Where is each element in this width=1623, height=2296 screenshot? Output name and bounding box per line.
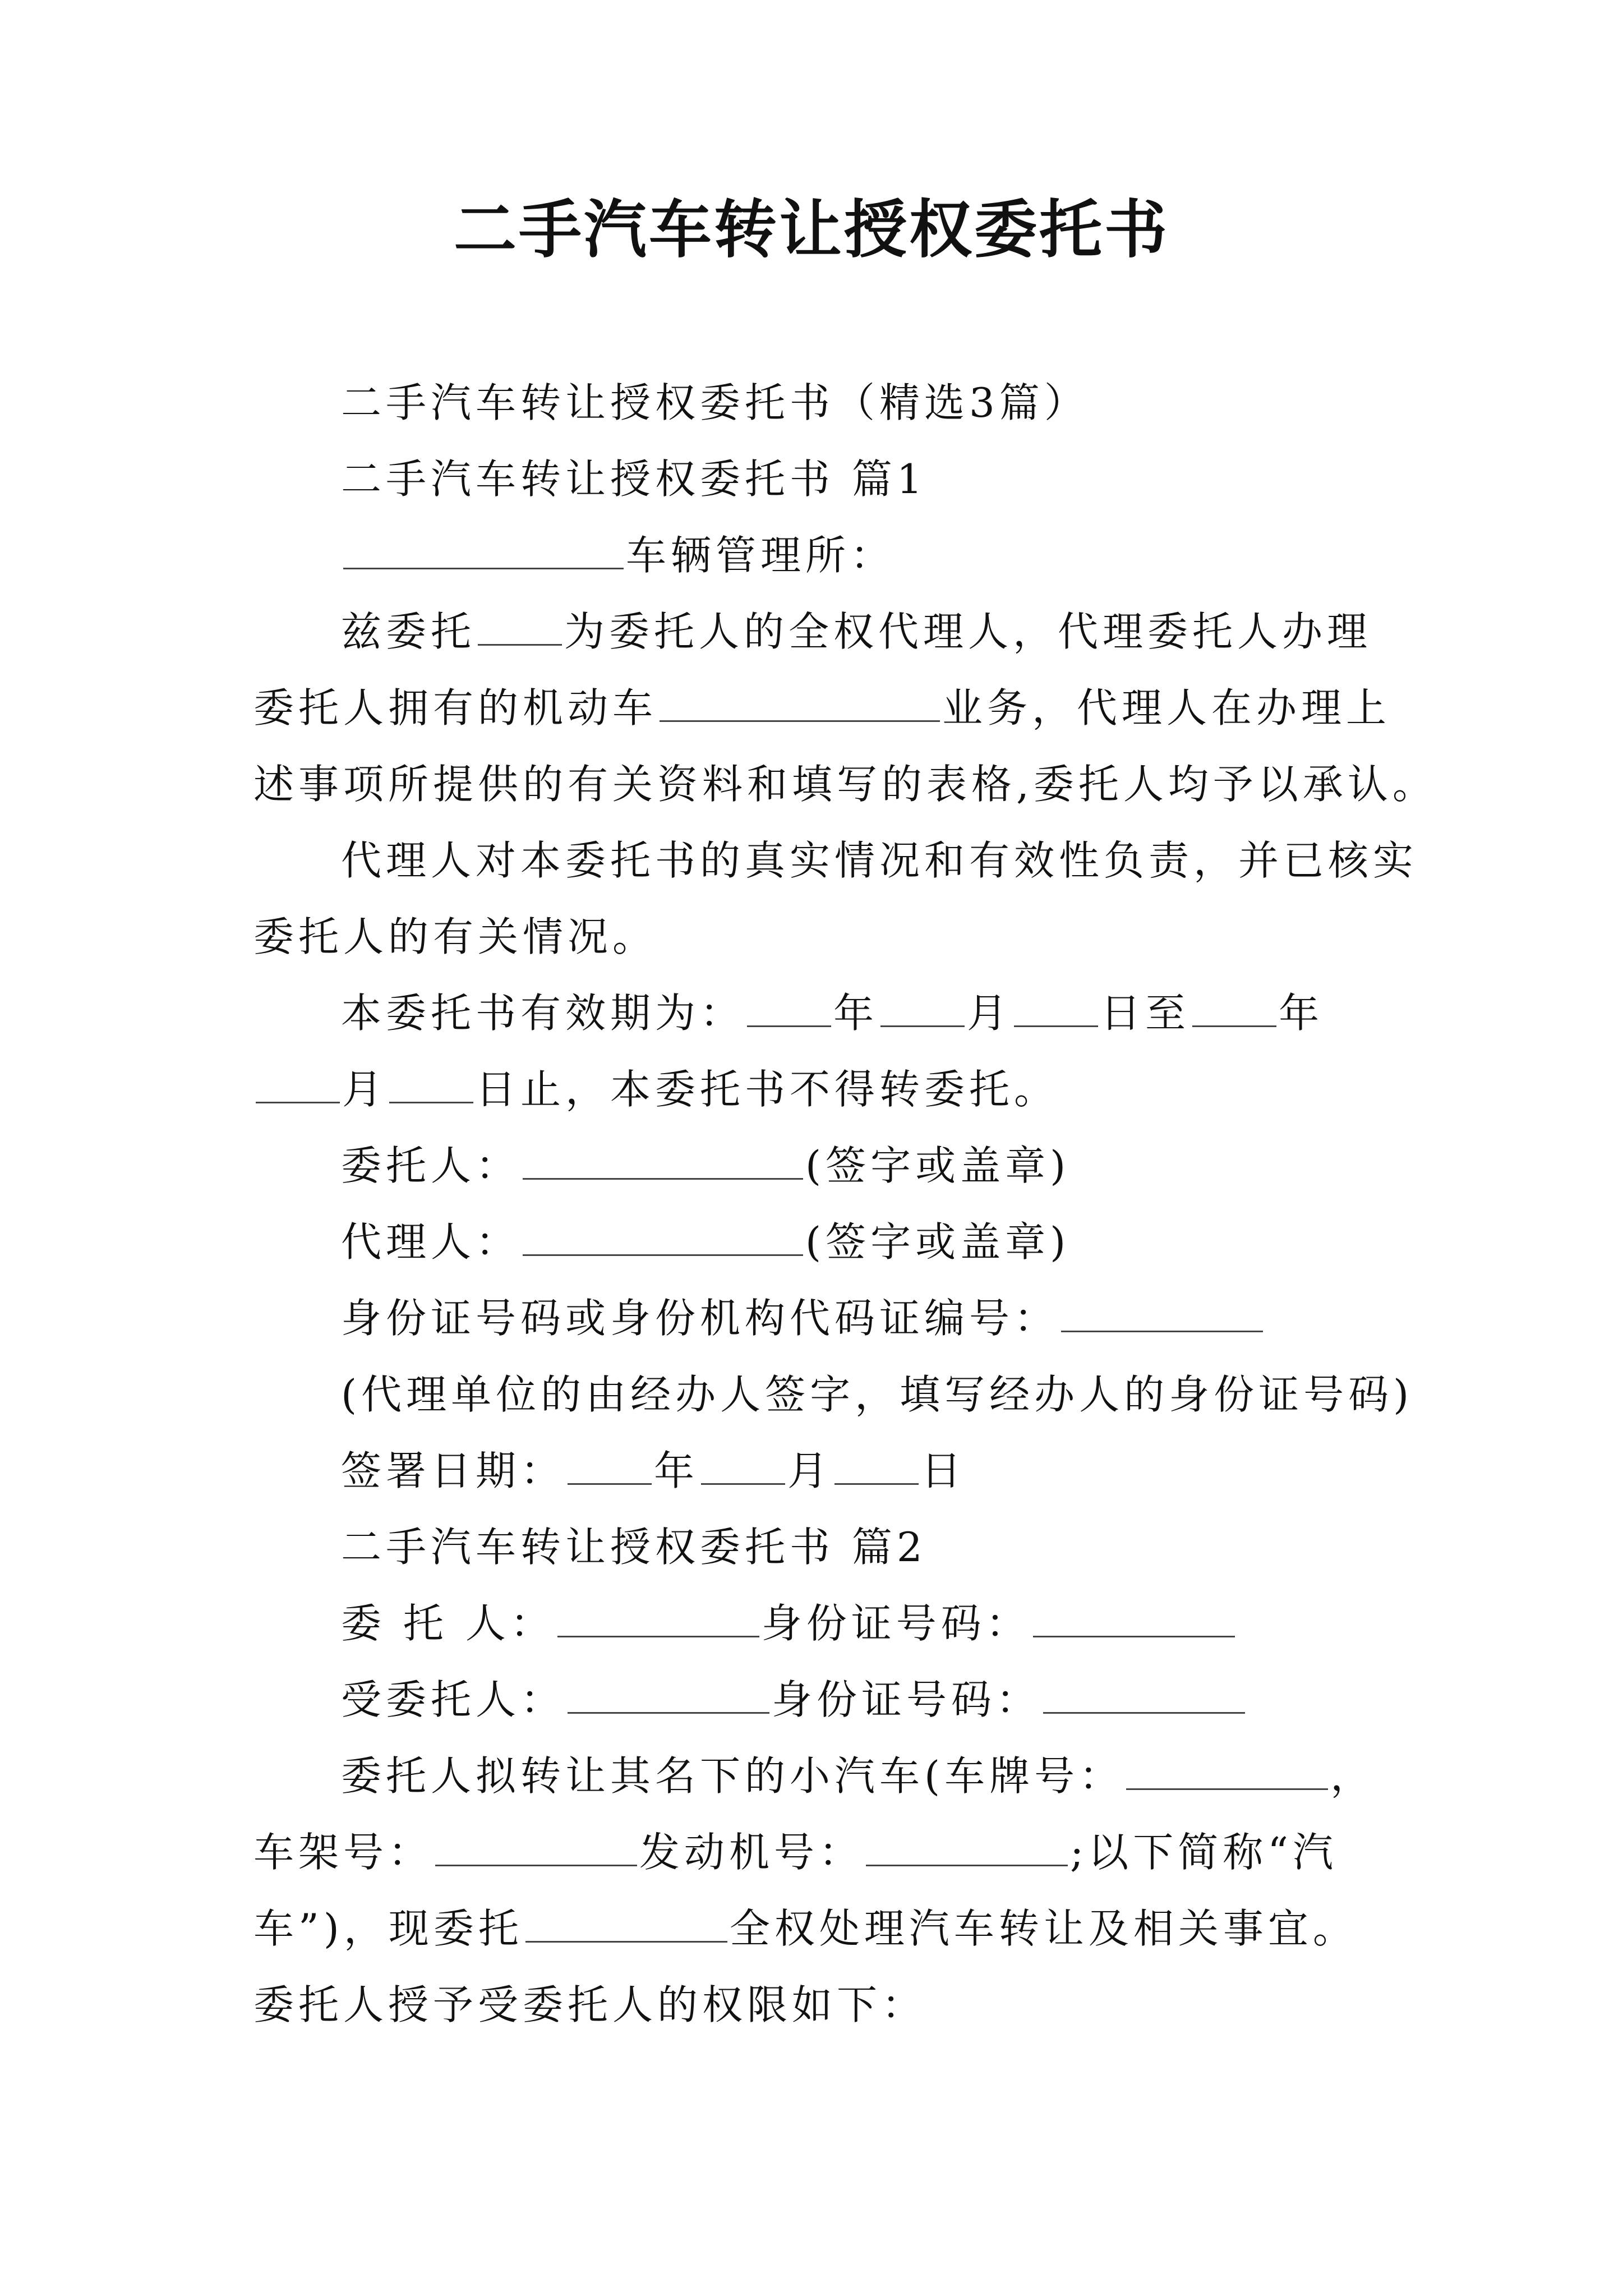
s2-agent-id-blank[interactable] bbox=[1043, 1672, 1245, 1714]
addressee-suffix: 车辆管理所： bbox=[626, 532, 896, 579]
validity-line2 bbox=[253, 1051, 1375, 1128]
s2-paragraph-line4 bbox=[253, 1967, 1375, 2043]
sign-note: (签字或盖章) bbox=[805, 1142, 1071, 1189]
principal-signature-line bbox=[253, 1128, 1375, 1204]
text-segment: 述事项所提供的有关资料和填写的表格,委托人均予以承认。 bbox=[253, 761, 1437, 808]
text-segment: 为委托人的全权代理人，代理委托人办理 bbox=[564, 608, 1372, 655]
s2-principal-label: 委 托 人： bbox=[341, 1600, 555, 1647]
plate-number-blank[interactable] bbox=[1126, 1748, 1328, 1790]
engine-number-blank[interactable] bbox=[866, 1824, 1068, 1866]
document-body bbox=[253, 365, 1437, 2043]
text-segment: 全权处理汽车转让及相关事宜。 bbox=[729, 1905, 1358, 1952]
text-segment: 月 bbox=[967, 990, 1012, 1037]
s2-id-label: 身份证号码： bbox=[761, 1600, 1031, 1647]
addressee-blank[interactable] bbox=[343, 527, 624, 569]
text-segment: 业务，代理人在办理上 bbox=[942, 684, 1391, 731]
document-title: 二手汽车转让授权委托书 bbox=[454, 193, 1169, 266]
text-segment: 月 bbox=[787, 1447, 833, 1494]
text-segment: ;以下简称“汽 bbox=[1070, 1829, 1338, 1876]
start-day-blank[interactable] bbox=[1014, 985, 1098, 1027]
id-note: (代理单位的由经办人签字，填写经办人的身份证号码) bbox=[341, 1371, 1414, 1418]
sign-note: (签字或盖章) bbox=[805, 1218, 1071, 1266]
s2-id-label: 身份证号码： bbox=[772, 1676, 1041, 1723]
text-segment: 日至 bbox=[1100, 990, 1191, 1037]
date-label: 签署日期： bbox=[341, 1447, 566, 1494]
s2-principal-blank[interactable] bbox=[557, 1595, 759, 1637]
paragraph2-line1 bbox=[253, 822, 1418, 899]
section1-heading-line bbox=[253, 441, 1375, 517]
sign-day-blank[interactable] bbox=[834, 1443, 919, 1485]
business-blank[interactable] bbox=[660, 680, 940, 722]
s2-agent-label: 受委托人： bbox=[341, 1676, 566, 1723]
agent-label: 代理人： bbox=[341, 1218, 521, 1266]
end-month-blank[interactable] bbox=[256, 1061, 340, 1103]
id-note-line bbox=[253, 1356, 1414, 1433]
s2-paragraph-line1 bbox=[253, 1738, 1375, 1814]
text-segment: 月 bbox=[342, 1066, 388, 1113]
paragraph1-line1 bbox=[253, 593, 1375, 670]
text-segment: 年 bbox=[833, 990, 879, 1037]
text-segment: 发动机号： bbox=[639, 1829, 864, 1876]
section2-heading: 二手汽车转让授权委托书 篇2 bbox=[341, 1524, 927, 1571]
text-segment: 车”)，现委托 bbox=[253, 1905, 523, 1952]
addressee-line bbox=[253, 517, 1375, 593]
s2-paragraph-line3 bbox=[253, 1890, 1375, 1967]
s2-agent-line bbox=[253, 1662, 1375, 1738]
text-segment: 日 bbox=[921, 1447, 966, 1494]
id-number-line bbox=[253, 1280, 1375, 1356]
sign-date-line bbox=[253, 1433, 1375, 1509]
agent-signature-blank[interactable] bbox=[523, 1214, 803, 1256]
s2-principal-line bbox=[253, 1585, 1375, 1662]
section1-heading: 二手汽车转让授权委托书 篇1 bbox=[341, 455, 927, 503]
sign-month-blank[interactable] bbox=[701, 1443, 785, 1485]
id-label: 身份证号码或身份机构代码证编号： bbox=[341, 1295, 1059, 1342]
subtitle: 二手汽车转让授权委托书（精选3篇） bbox=[341, 379, 1089, 426]
paragraph1-line2 bbox=[253, 670, 1391, 746]
end-day-blank[interactable] bbox=[389, 1061, 473, 1103]
text-segment: 兹委托 bbox=[341, 608, 476, 655]
text-segment: 年 bbox=[1279, 990, 1324, 1037]
text-segment: 车架号： bbox=[253, 1829, 434, 1876]
frame-number-blank[interactable] bbox=[435, 1824, 637, 1866]
start-year-blank[interactable] bbox=[747, 985, 831, 1027]
id-number-blank[interactable] bbox=[1061, 1290, 1263, 1332]
text-segment: 代理人对本委托书的真实情况和有效性负责，并已核实 bbox=[341, 837, 1418, 884]
s2-paragraph-line2 bbox=[253, 1814, 1375, 1890]
text-segment: 委托人授予受委托人的权限如下： bbox=[253, 1981, 927, 2028]
text-segment: 日止，本委托书不得转委托。 bbox=[476, 1066, 1059, 1113]
text-segment: ， bbox=[1330, 1752, 1376, 1800]
text-segment: 年 bbox=[654, 1447, 699, 1494]
sign-year-blank[interactable] bbox=[568, 1443, 652, 1485]
end-year-blank[interactable] bbox=[1192, 985, 1276, 1027]
text-segment: 委托人拟转让其名下的小汽车(车牌号： bbox=[341, 1752, 1124, 1800]
paragraph2-line2 bbox=[253, 899, 1375, 975]
trustee-blank[interactable] bbox=[525, 1901, 727, 1943]
text-segment: 委托人的有关情况。 bbox=[253, 913, 658, 960]
subtitle-line bbox=[253, 365, 1375, 441]
validity-line1 bbox=[253, 975, 1375, 1051]
principal-signature-blank[interactable] bbox=[523, 1138, 803, 1180]
section2-heading-line bbox=[253, 1509, 1375, 1585]
text-segment: 委托人拥有的机动车 bbox=[253, 684, 658, 731]
text-segment: 本委托书有效期为： bbox=[341, 990, 745, 1037]
s2-agent-blank[interactable] bbox=[568, 1672, 769, 1714]
s2-principal-id-blank[interactable] bbox=[1033, 1595, 1235, 1637]
paragraph1-line3 bbox=[253, 746, 1437, 822]
agent-name-blank[interactable] bbox=[478, 604, 562, 646]
agent-signature-line bbox=[253, 1204, 1375, 1280]
start-month-blank[interactable] bbox=[880, 985, 965, 1027]
principal-label: 委托人： bbox=[341, 1142, 521, 1189]
